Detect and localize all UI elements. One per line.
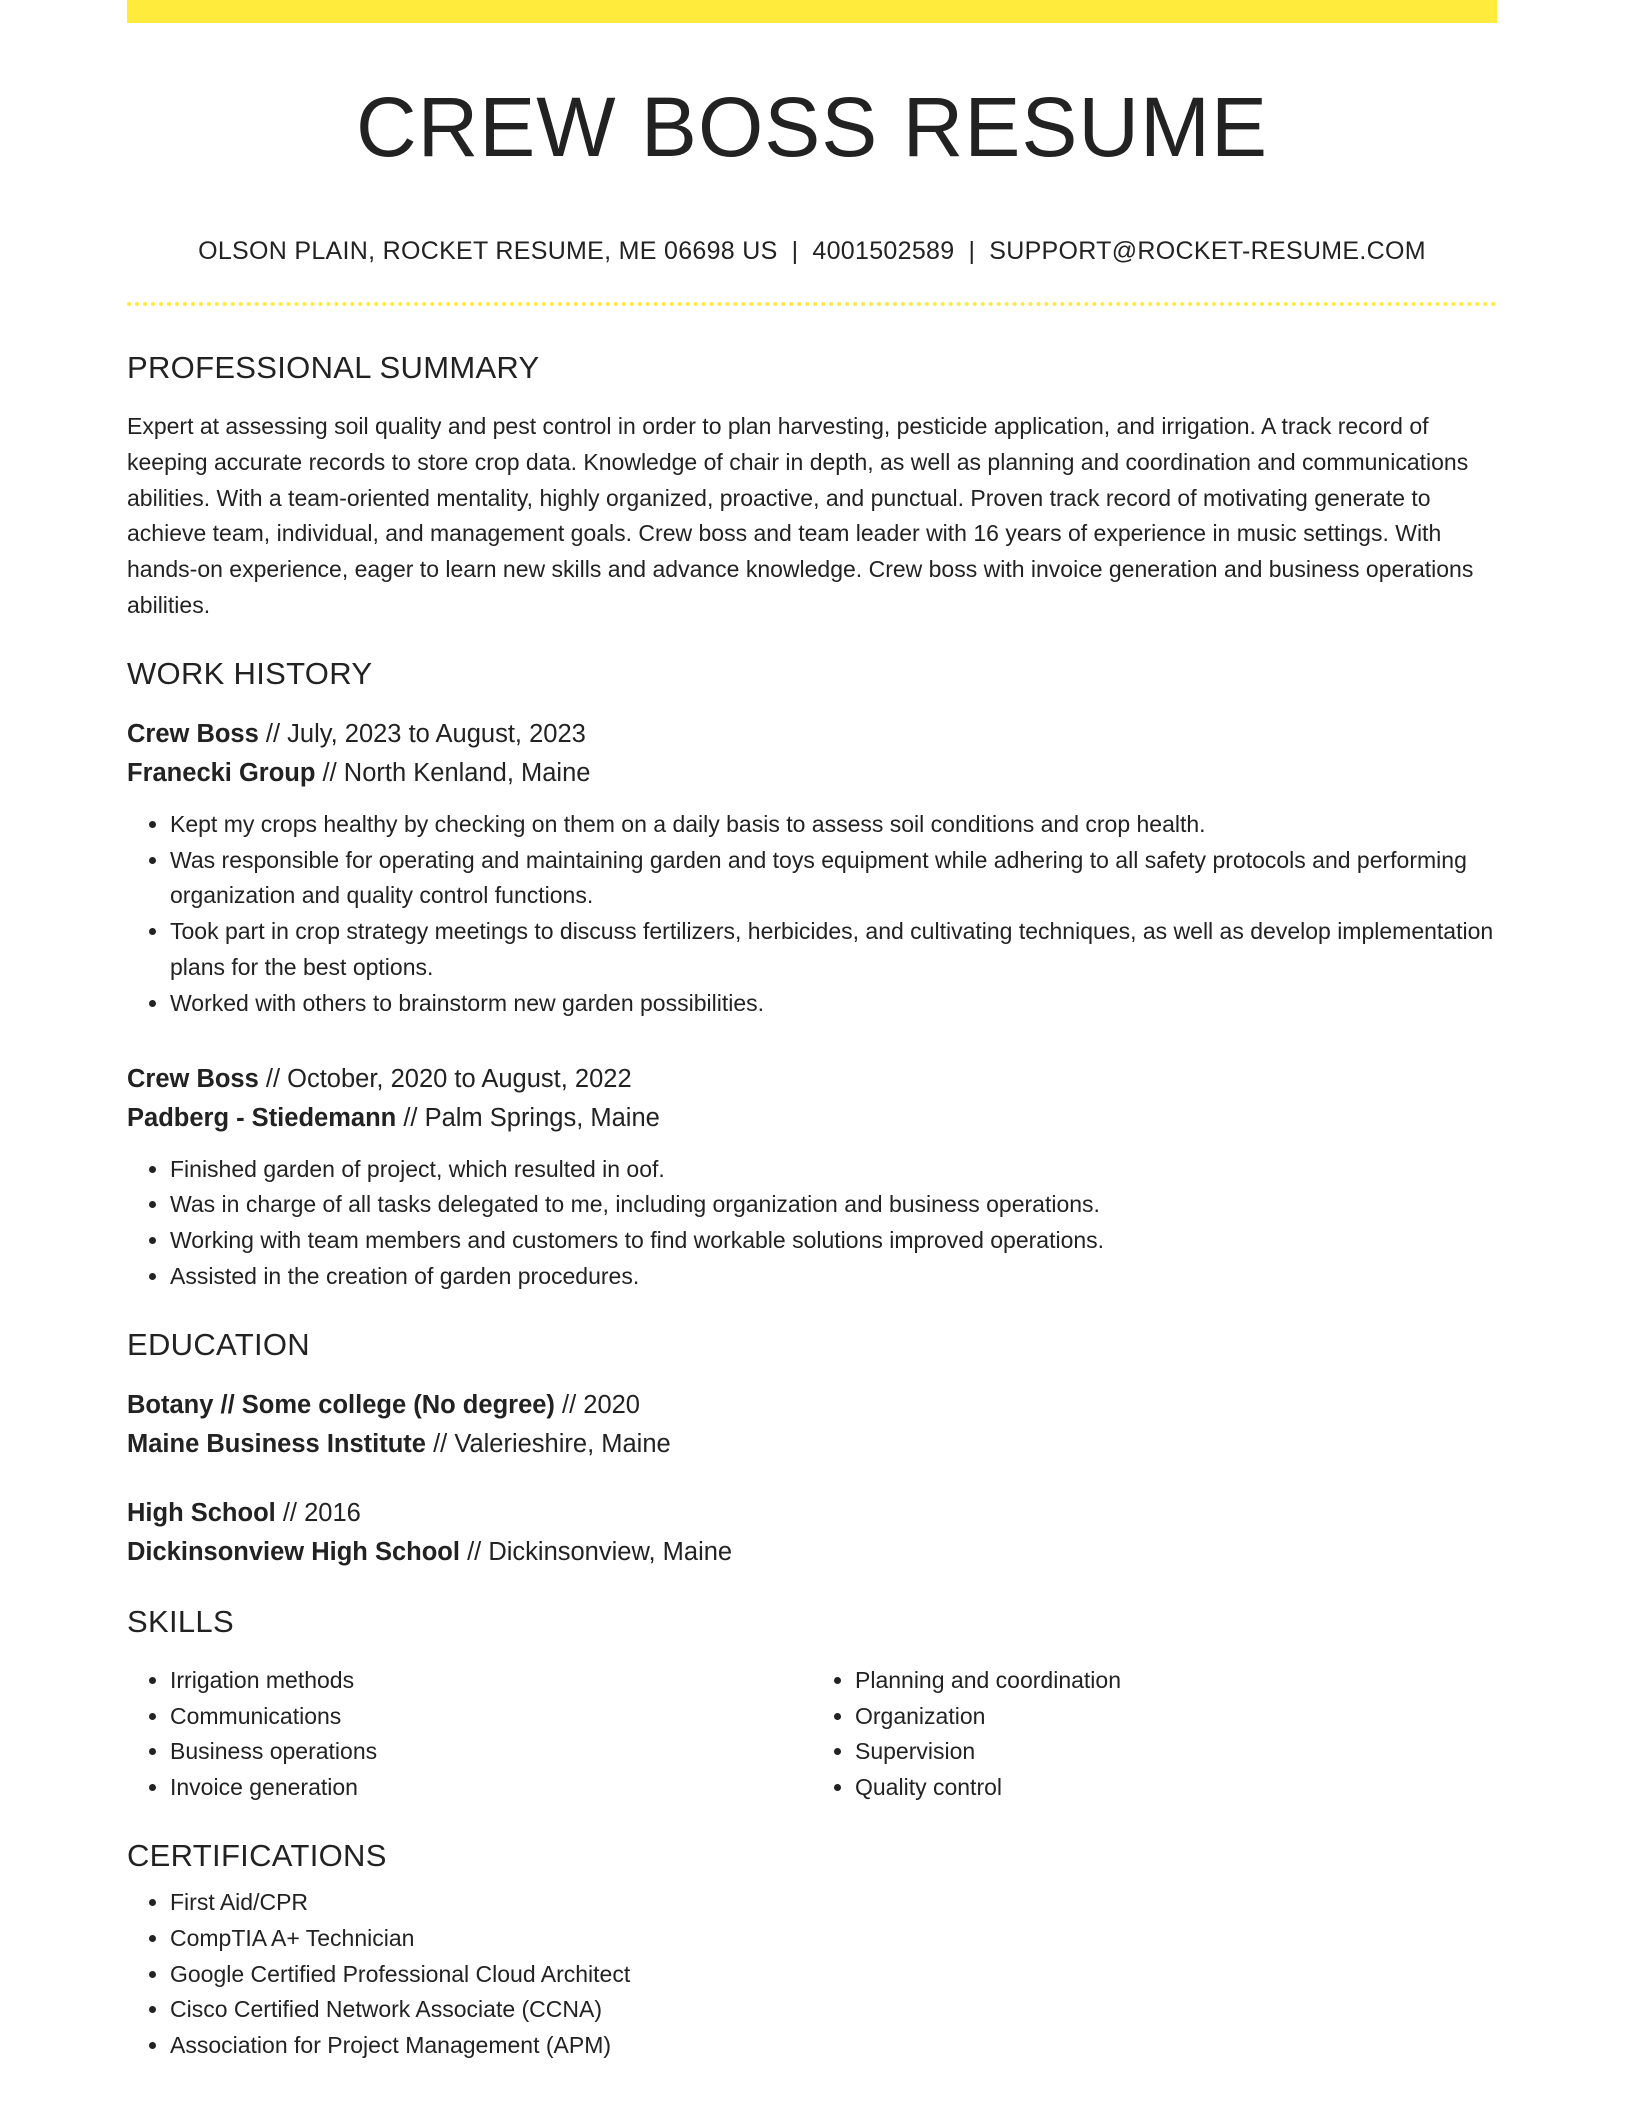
list-item: • Google Certified Professional Cloud Architect: [170, 1957, 1497, 1993]
skills-right-column: [812, 1663, 1497, 1806]
skills-left-column: [127, 1663, 812, 1806]
skills-heading: SKILLS: [127, 1603, 234, 1639]
job-role-line: [127, 1060, 1497, 1099]
list-item: • CompTIA A+ Technician: [170, 1921, 1497, 1957]
summary-text: Expert at assessing soil quality and pest control in order to plan harvesting, pesticide application, and irrigation. A track record of keeping accurate records to store crop data. Knowledge of chair in depth, as well as planning and coordination and communications abilities. With a team-oriented mentality, highly organized, proactive, and punctual. Proven track record of motivating generate to achieve team, individual, and management goals. Crew boss and team leader with 16 years of experience in music settings. With hands-on experience, eager to learn new skills and advance knowledge. Crew boss with invoice generation and business operations abilities.: [127, 413, 1474, 618]
job-role: Crew Boss: [127, 1064, 259, 1093]
dotted-divider: [127, 302, 1497, 306]
education-degree-line: [127, 1386, 1497, 1425]
list-item: • Worked with others to brainstorm new garden possibilities.: [170, 986, 1497, 1022]
contact-phone: 4001502589: [812, 237, 955, 265]
list-item: • Kept my crops healthy by checking on them on a daily basis to assess soil conditions and crop health.: [170, 807, 1497, 843]
list-item: • Invoice generation: [170, 1770, 812, 1806]
list-item: • Organization: [855, 1699, 1497, 1735]
list-item: • Was in charge of all tasks delegated to me, including organization and business operations.: [170, 1187, 1497, 1223]
education-school: Dickinsonview High School: [127, 1537, 460, 1566]
job-bullets: [127, 1152, 1497, 1295]
list-item: • Communications: [170, 1699, 812, 1735]
education-school: Maine Business Institute: [127, 1429, 426, 1458]
work-history-heading: WORK HISTORY: [127, 655, 373, 691]
job-entry: [127, 715, 1497, 793]
list-item: • Took part in crop strategy meetings to discuss fertilizers, herbicides, and cultivating techniques, as well as develop implementation plans for the best options.: [170, 914, 1497, 986]
education-degree-line: [127, 1494, 1497, 1533]
job-company: Padberg - Stiedemann: [127, 1103, 397, 1132]
education-location: // Dickinsonview, Maine: [459, 1537, 733, 1566]
contact-email: SUPPORT@ROCKET-RESUME.COM: [989, 237, 1426, 265]
education-degree: Botany // Some college (No degree): [127, 1390, 555, 1419]
list-item: • Planning and coordination: [855, 1663, 1497, 1699]
certifications-list: [127, 1885, 1497, 2064]
education-year: // 2020: [554, 1390, 640, 1419]
job-role-line: [127, 715, 1497, 754]
job-role: Crew Boss: [127, 719, 259, 748]
education-school-line: [127, 1533, 1497, 1572]
list-item: • Irrigation methods: [170, 1663, 812, 1699]
list-item: • Working with team members and customers to find workable solutions improved operations.: [170, 1223, 1497, 1259]
education-location: // Valerieshire, Maine: [425, 1429, 671, 1458]
certifications-heading: CERTIFICATIONS: [127, 1837, 387, 1873]
job-dates: // October, 2020 to August, 2022: [258, 1064, 632, 1093]
summary-heading: PROFESSIONAL SUMMARY: [127, 350, 540, 385]
job-location: // North Kenland, Maine: [315, 758, 591, 787]
skills-columns: [127, 1663, 1497, 1806]
list-item: • Quality control: [855, 1770, 1497, 1806]
job-entry: [127, 1060, 1497, 1138]
job-company-line: [127, 754, 1497, 793]
education-year: // 2016: [275, 1498, 361, 1527]
job-dates: // July, 2023 to August, 2023: [258, 719, 586, 748]
list-item: • Assisted in the creation of garden procedures.: [170, 1259, 1497, 1295]
education-heading: EDUCATION: [127, 1326, 310, 1362]
job-location: // Palm Springs, Maine: [396, 1103, 660, 1132]
job-company: Franecki Group: [127, 758, 316, 787]
education-school-line: [127, 1425, 1497, 1464]
list-item: • Association for Project Management (APM): [170, 2028, 1497, 2064]
job-bullets: [127, 807, 1497, 1022]
list-item: • Finished garden of project, which resulted in oof.: [170, 1152, 1497, 1188]
contact-line: [127, 237, 1497, 266]
list-item: • Business operations: [170, 1734, 812, 1770]
list-item: • Was responsible for operating and maintaining garden and toys equipment while adhering to all safety protocols and performing organization and quality control functions.: [170, 843, 1497, 915]
contact-address: OLSON PLAIN, ROCKET RESUME, ME 06698 US: [198, 237, 778, 265]
contact-separator: |: [791, 237, 799, 265]
resume-title: CREW BOSS RESUME: [355, 80, 1269, 174]
education-entry: [127, 1386, 1497, 1464]
education-entry: [127, 1494, 1497, 1572]
list-item: • First Aid/CPR: [170, 1885, 1497, 1921]
job-company-line: [127, 1099, 1497, 1138]
list-item: • Supervision: [855, 1734, 1497, 1770]
top-accent-bar: [127, 0, 1497, 23]
list-item: • Cisco Certified Network Associate (CCNA): [170, 1992, 1497, 2028]
contact-separator: |: [968, 237, 976, 265]
resume-page: [127, 0, 1497, 2064]
education-degree: High School: [127, 1498, 276, 1527]
